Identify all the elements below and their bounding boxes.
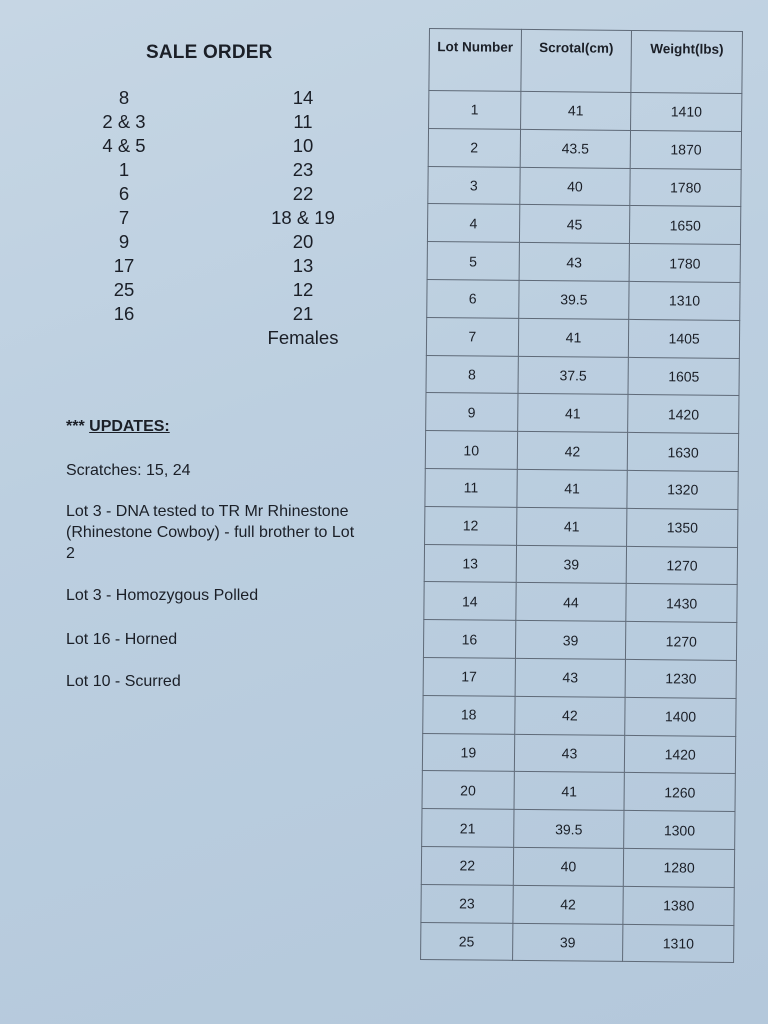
header-scrotal: Scrotal(cm) [521,29,632,92]
cell-lot-number: 2 [428,128,520,167]
table-row [426,393,739,434]
cell-lot-number: 11 [425,468,517,507]
table-row [429,91,742,132]
cell-weight: 1780 [630,168,741,207]
cell-weight: 1400 [625,697,736,736]
cell-scrotal: 40 [519,167,630,206]
table-row [423,657,736,698]
cell-weight: 1300 [624,811,735,850]
table-body [421,91,742,963]
updates-heading [66,418,170,436]
table-row [425,506,738,547]
cell-scrotal: 41 [520,91,631,130]
updates-title: UPDATES: [89,418,170,435]
cell-weight: 1260 [624,773,735,812]
table-row [424,582,737,623]
cell-weight: 1650 [630,206,741,245]
cell-scrotal: 45 [519,205,630,244]
cell-scrotal: 43 [519,243,630,282]
header-weight: Weight(lbs) [631,30,742,93]
cell-lot-number: 21 [422,809,514,848]
cell-weight: 1410 [631,92,742,131]
cell-lot-number: 18 [423,695,515,734]
cell-scrotal: 37.5 [518,356,629,395]
cell-weight: 1420 [625,735,736,774]
cell-scrotal: 41 [518,318,629,357]
table-row [425,468,738,509]
cell-lot-number: 17 [423,657,515,696]
sale-order-item: 8 [118,87,130,108]
sale-order-item: 1 [118,159,130,180]
cell-weight: 1270 [626,622,737,661]
cell-weight: 1430 [626,584,737,623]
cell-lot-number: 10 [425,431,517,470]
cell-scrotal: 43 [515,658,626,697]
sale-order-item: 18 & 19 [271,207,335,228]
table-row [426,317,739,358]
sale-order-right-column [248,86,358,350]
table-row [424,544,737,585]
table-row [421,922,734,963]
cell-weight: 1420 [628,395,739,434]
lot-table [420,28,743,963]
cell-scrotal: 39 [512,923,623,962]
cell-scrotal: 42 [514,696,625,735]
cell-lot-number: 25 [421,922,513,961]
cell-scrotal: 41 [517,394,628,433]
cell-scrotal: 42 [517,432,628,471]
cell-lot-number: 16 [423,620,515,659]
cell-weight: 1320 [627,470,738,509]
sale-order-item: 7 [118,207,130,228]
updates-stars: *** [66,418,85,435]
table-row [427,279,740,320]
cell-weight: 1870 [630,130,741,169]
cell-weight: 1310 [629,281,740,320]
cell-weight: 1605 [628,357,739,396]
update-item: Scratches: 15, 24 [66,462,191,479]
cell-scrotal: 39.5 [513,809,624,848]
sale-order-item: 10 [292,135,314,156]
table-row [423,695,736,736]
cell-weight: 1380 [623,886,734,925]
cell-scrotal: 43.5 [520,129,631,168]
cell-lot-number: 1 [429,91,521,130]
update-item: Lot 16 - Horned [66,631,178,648]
table-row [425,431,738,472]
cell-lot-number: 8 [426,355,518,394]
cell-scrotal: 41 [517,469,628,508]
cell-scrotal: 39 [516,545,627,584]
sale-order-item: 22 [292,183,314,204]
table-row [422,733,735,774]
cell-lot-number: 9 [426,393,518,432]
cell-weight: 1230 [625,659,736,698]
cell-scrotal: 39 [515,621,626,660]
table-row [422,771,735,812]
cell-weight: 1405 [629,319,740,358]
sale-order-item: 2 & 3 [102,111,146,132]
cell-lot-number: 12 [425,506,517,545]
cell-lot-number: 6 [427,279,519,318]
cell-lot-number: 20 [422,771,514,810]
table-row [426,355,739,396]
table-row [421,884,734,925]
cell-scrotal: 40 [513,847,624,886]
table-row [428,128,741,169]
sale-order-item: 25 [113,279,135,300]
cell-lot-number: 14 [424,582,516,621]
table-row [428,166,741,207]
cell-scrotal: 43 [514,734,625,773]
sale-order-item: 12 [292,279,314,300]
sale-order-item: 17 [113,255,135,276]
cell-weight: 1310 [623,924,734,963]
sale-order-item: 9 [118,231,130,252]
cell-lot-number: 5 [427,242,519,281]
table-row [427,242,740,283]
cell-scrotal: 41 [516,507,627,546]
cell-weight: 1350 [627,508,738,547]
cell-lot-number: 3 [428,166,520,205]
lot-table-container [420,28,749,963]
sale-order-item: 21 [292,303,314,324]
cell-weight: 1780 [629,244,740,283]
sale-order-item: 20 [292,231,314,252]
sale-order-title: SALE ORDER [146,42,273,63]
table-row [423,620,736,661]
sale-order-item: 4 & 5 [102,135,146,156]
update-item: Lot 3 - DNA tested to TR Mr Rhinestone (Rhinestone Cowboy) - full brother to Lot 2 [66,503,355,562]
sale-order-item: 23 [292,159,314,180]
table-row [422,809,735,850]
table-header-row [429,29,743,94]
sale-order-item: 6 [118,183,130,204]
cell-weight: 1270 [626,546,737,585]
sale-order-item: 13 [292,255,314,276]
table-row [427,204,740,245]
cell-scrotal: 42 [513,885,624,924]
cell-weight: 1280 [624,848,735,887]
header-lot-number: Lot Number [429,29,521,92]
cell-lot-number: 22 [421,846,513,885]
table-row [421,846,734,887]
cell-weight: 1630 [628,433,739,472]
cell-lot-number: 13 [424,544,516,583]
sale-order-item: 14 [292,87,314,108]
update-item: Lot 10 - Scurred [66,673,181,690]
sale-order-item: 16 [113,303,135,324]
cell-scrotal: 44 [515,583,626,622]
cell-scrotal: 39.5 [518,280,629,319]
sale-order-item: 11 [293,111,313,132]
cell-lot-number: 7 [426,317,518,356]
cell-lot-number: 19 [422,733,514,772]
sale-order-item-females: Females [267,327,339,348]
cell-lot-number: 4 [427,204,519,243]
cell-lot-number: 23 [421,884,513,923]
cell-scrotal: 41 [514,772,625,811]
sale-order-left-column [76,86,172,326]
update-item: Lot 3 - Homozygous Polled [66,587,259,604]
